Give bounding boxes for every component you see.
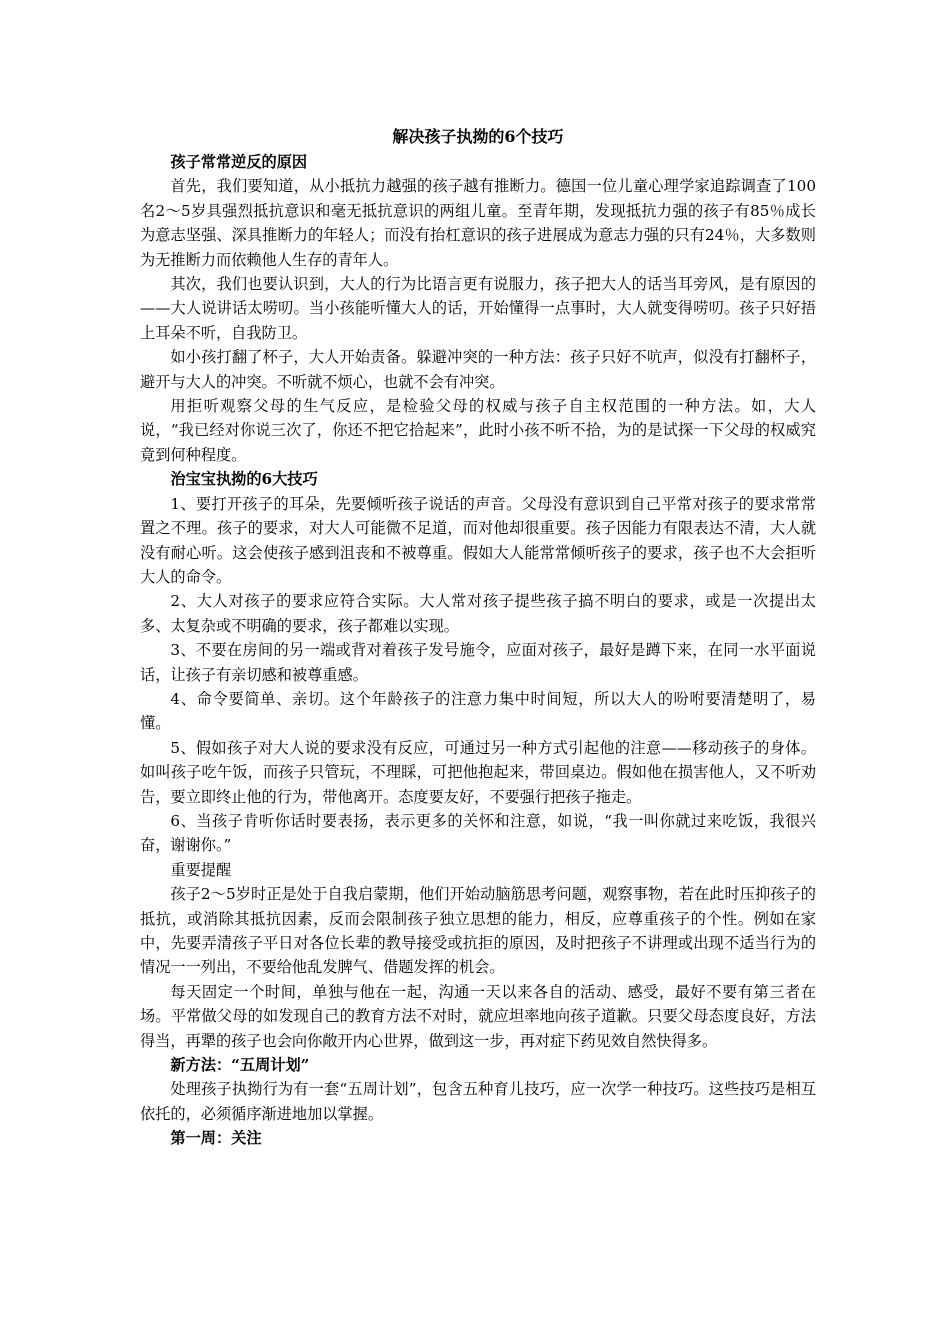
paragraph: 3、不要在房间的另一端或背对着孩子发号施令，应面对孩子，最好是蹲下来，在同一水平面说话，让孩子有亲切感和被尊重感。 [140, 641, 816, 684]
paragraph: 4、命令要简单、亲切。这个年龄孩子的注意力集中时间短，所以大人的吩咐要清楚明了，易懂。 [140, 689, 816, 733]
paragraph: 孩子2～5岁时正是处于自我启蒙期，他们开始动脑筋思考问题，观察事物，若在此时压抑孩子的抵抗，或消除其抵抗因素，反而会限制孩子独立思想的能力，相反，应尊重孩子的个性。例如在家中，先要弄清孩子平日对各位长辈的教导接受或抗拒的原因，及时把孩子不讲理或出现不适当行为的情况一一列出，不要给他乱发脾气、借题发挥的机会。 [140, 885, 816, 977]
paragraph: 2、大人对孩子的要求应符合实际。大人常对孩子提些孩子搞不明白的要求，或是一次提出太多、太复杂或不明确的要求，孩子都难以实现。 [140, 592, 816, 635]
paragraph: 1、要打开孩子的耳朵，先要倾听孩子说话的声音。父母没有意识到自己平常对孩子的要求常常置之不理。孩子的要求，对大人可能微不足道，而对他却很重要。孩子因能力有限表达不清，大人就没有耐心听。这会使孩子感到沮丧和不被尊重。假如大人能常常倾听孩子的要求，孩子也不大会拒听大人的命令。 [140, 494, 816, 586]
paragraph: 每天固定一个时间，单独与他在一起，沟通一天以来各自的活动、感受，最好不要有第三者在场。平常做父母的如发现自己的教育方法不对时，就应坦率地向孩子道歉。只要父母态度良好，方法得当，再犟的孩子也会向你敞开内心世界，做到这一步，再对症下药见效自然快得多。 [140, 982, 816, 1050]
paragraph: 处理孩子执拗行为有一套“五周计划”，包含五种育儿技巧，应一次学一种技巧。这些技巧是相互依托的，必须循序渐进地加以掌握。 [140, 1080, 816, 1123]
document-blocks [140, 150, 816, 1151]
paragraph: 6、当孩子肯听你话时要表扬，表示更多的关怀和注意，如说，“我一叫你就过来吃饭，我很兴奋，谢谢你。” [140, 811, 816, 855]
paragraph: 如小孩打翻了杯子，大人开始责备。躲避冲突的一种方法：孩子只好不吭声，似没有打翻杯子，避开与大人的冲突。不听就不烦心，也就不会有冲突。 [140, 348, 816, 391]
paragraph: 5、假如孩子对大人说的要求没有反应，可通过另一种方式引起他的注意——移动孩子的身体。如叫孩子吃午饭，而孩子只管玩，不理睬，可把他抱起来，带回桌边。假如他在损害他人，又不听劝告，要立即终止他的行为，带他离开。态度要友好，不要强行把孩子拖走。 [140, 738, 816, 806]
paragraph: 首先，我们要知道，从小抵抗力越强的孩子越有推断力。德国一位儿童心理学家追踪调查了100名2～5岁具强烈抵抗意识和毫无抵抗意识的两组儿童。至青年期，发现抵抗力强的孩子有85％成长为意志坚强、深具推断力的年轻人；而没有抬杠意识的孩子进展成为意志力强的只有24％，大多数则为无推断力而依赖他人生存的青年人。 [140, 177, 816, 269]
section-heading: 治宝宝执拗的6大技巧 [170, 470, 318, 489]
section-heading: 新方法：“五周计划” [170, 1056, 310, 1075]
section-heading: 重要提醒 [170, 860, 232, 879]
paragraph: 其次，我们也要认识到，大人的行为比语言更有说服力，孩子把大人的话当耳旁风，是有原因的——大人说讲话太唠叨。当小孩能听懂大人的话，开始懂得一点事时，大人就变得唠叨。孩子只好捂上耳朵不听，自我防卫。 [140, 275, 816, 342]
document-title: 解决孩子执拗的6个技巧 [392, 127, 564, 146]
document-body [140, 124, 816, 1151]
section-heading: 孩子常常逆反的原因 [170, 153, 308, 171]
section-heading: 第一周：关注 [170, 1129, 262, 1148]
paragraph: 用拒听观察父母的生气反应，是检验父母的权威与孩子自主权范围的一种方法。如，大人说，“我已经对你说三次了，你还不把它拾起来”，此时小孩不听不拾，为的是试探一下父母的权威究竟到何种程度。 [140, 397, 816, 464]
